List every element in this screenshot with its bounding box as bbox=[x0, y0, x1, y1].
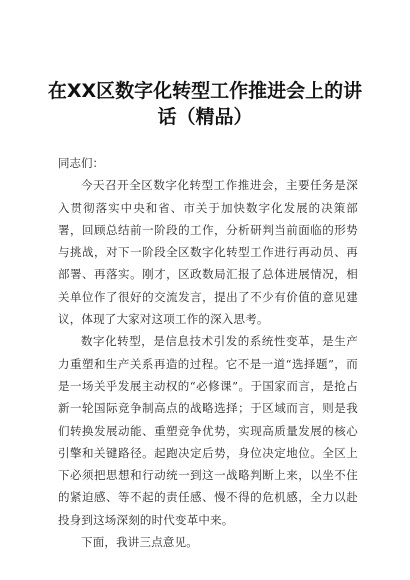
paragraph-3: 下面，我讲三点意见。 bbox=[81, 535, 198, 550]
title-line-1: 在XX区数字化转型工作推进会上的讲 bbox=[47, 80, 363, 102]
paragraph-2: 数字化转型，是信息技术引发的系统性变革，是生产力重塑和生产关系再造的过程。它不是一道“选择题”，而是一场关乎发展主动权的“必修课”。于国家而言，是抢占新一轮国际竞争制高点的战略选择；于区域而言，则是我们转换发展动能、重塑竞争优势，实现高质量发展的核心引擎和关键路径。起跑决定后势，身位决定地位。全区上下必须把思想和行动统一到这一战略判断上来，以坐不住的紧迫感、等不起的责任感、慢不得的危机感，全力以赴投身到这场深刻的时代变革中来。 bbox=[58, 334, 358, 527]
title-line-2: 话（精品） bbox=[157, 106, 253, 128]
document-body bbox=[58, 152, 358, 553]
paragraph-1: 今天召开全区数字化转型工作推进会，主要任务是深入贯彻落实中央和省、市关于加快数字化发展的决策部署，回顾总结前一阶段的工作，分析研判当前面临的形势与挑战，对下一阶段全区数字化转型工作进行再动员、再部署、再落实。刚才，区政数局汇报了总体进展情况，相关单位作了很好的交流发言，提出了不少有价值的意见建议，体现了大家对这项工作的深入思考。 bbox=[58, 178, 358, 327]
document-title bbox=[40, 78, 370, 130]
salutation: 同志们： bbox=[58, 156, 104, 170]
